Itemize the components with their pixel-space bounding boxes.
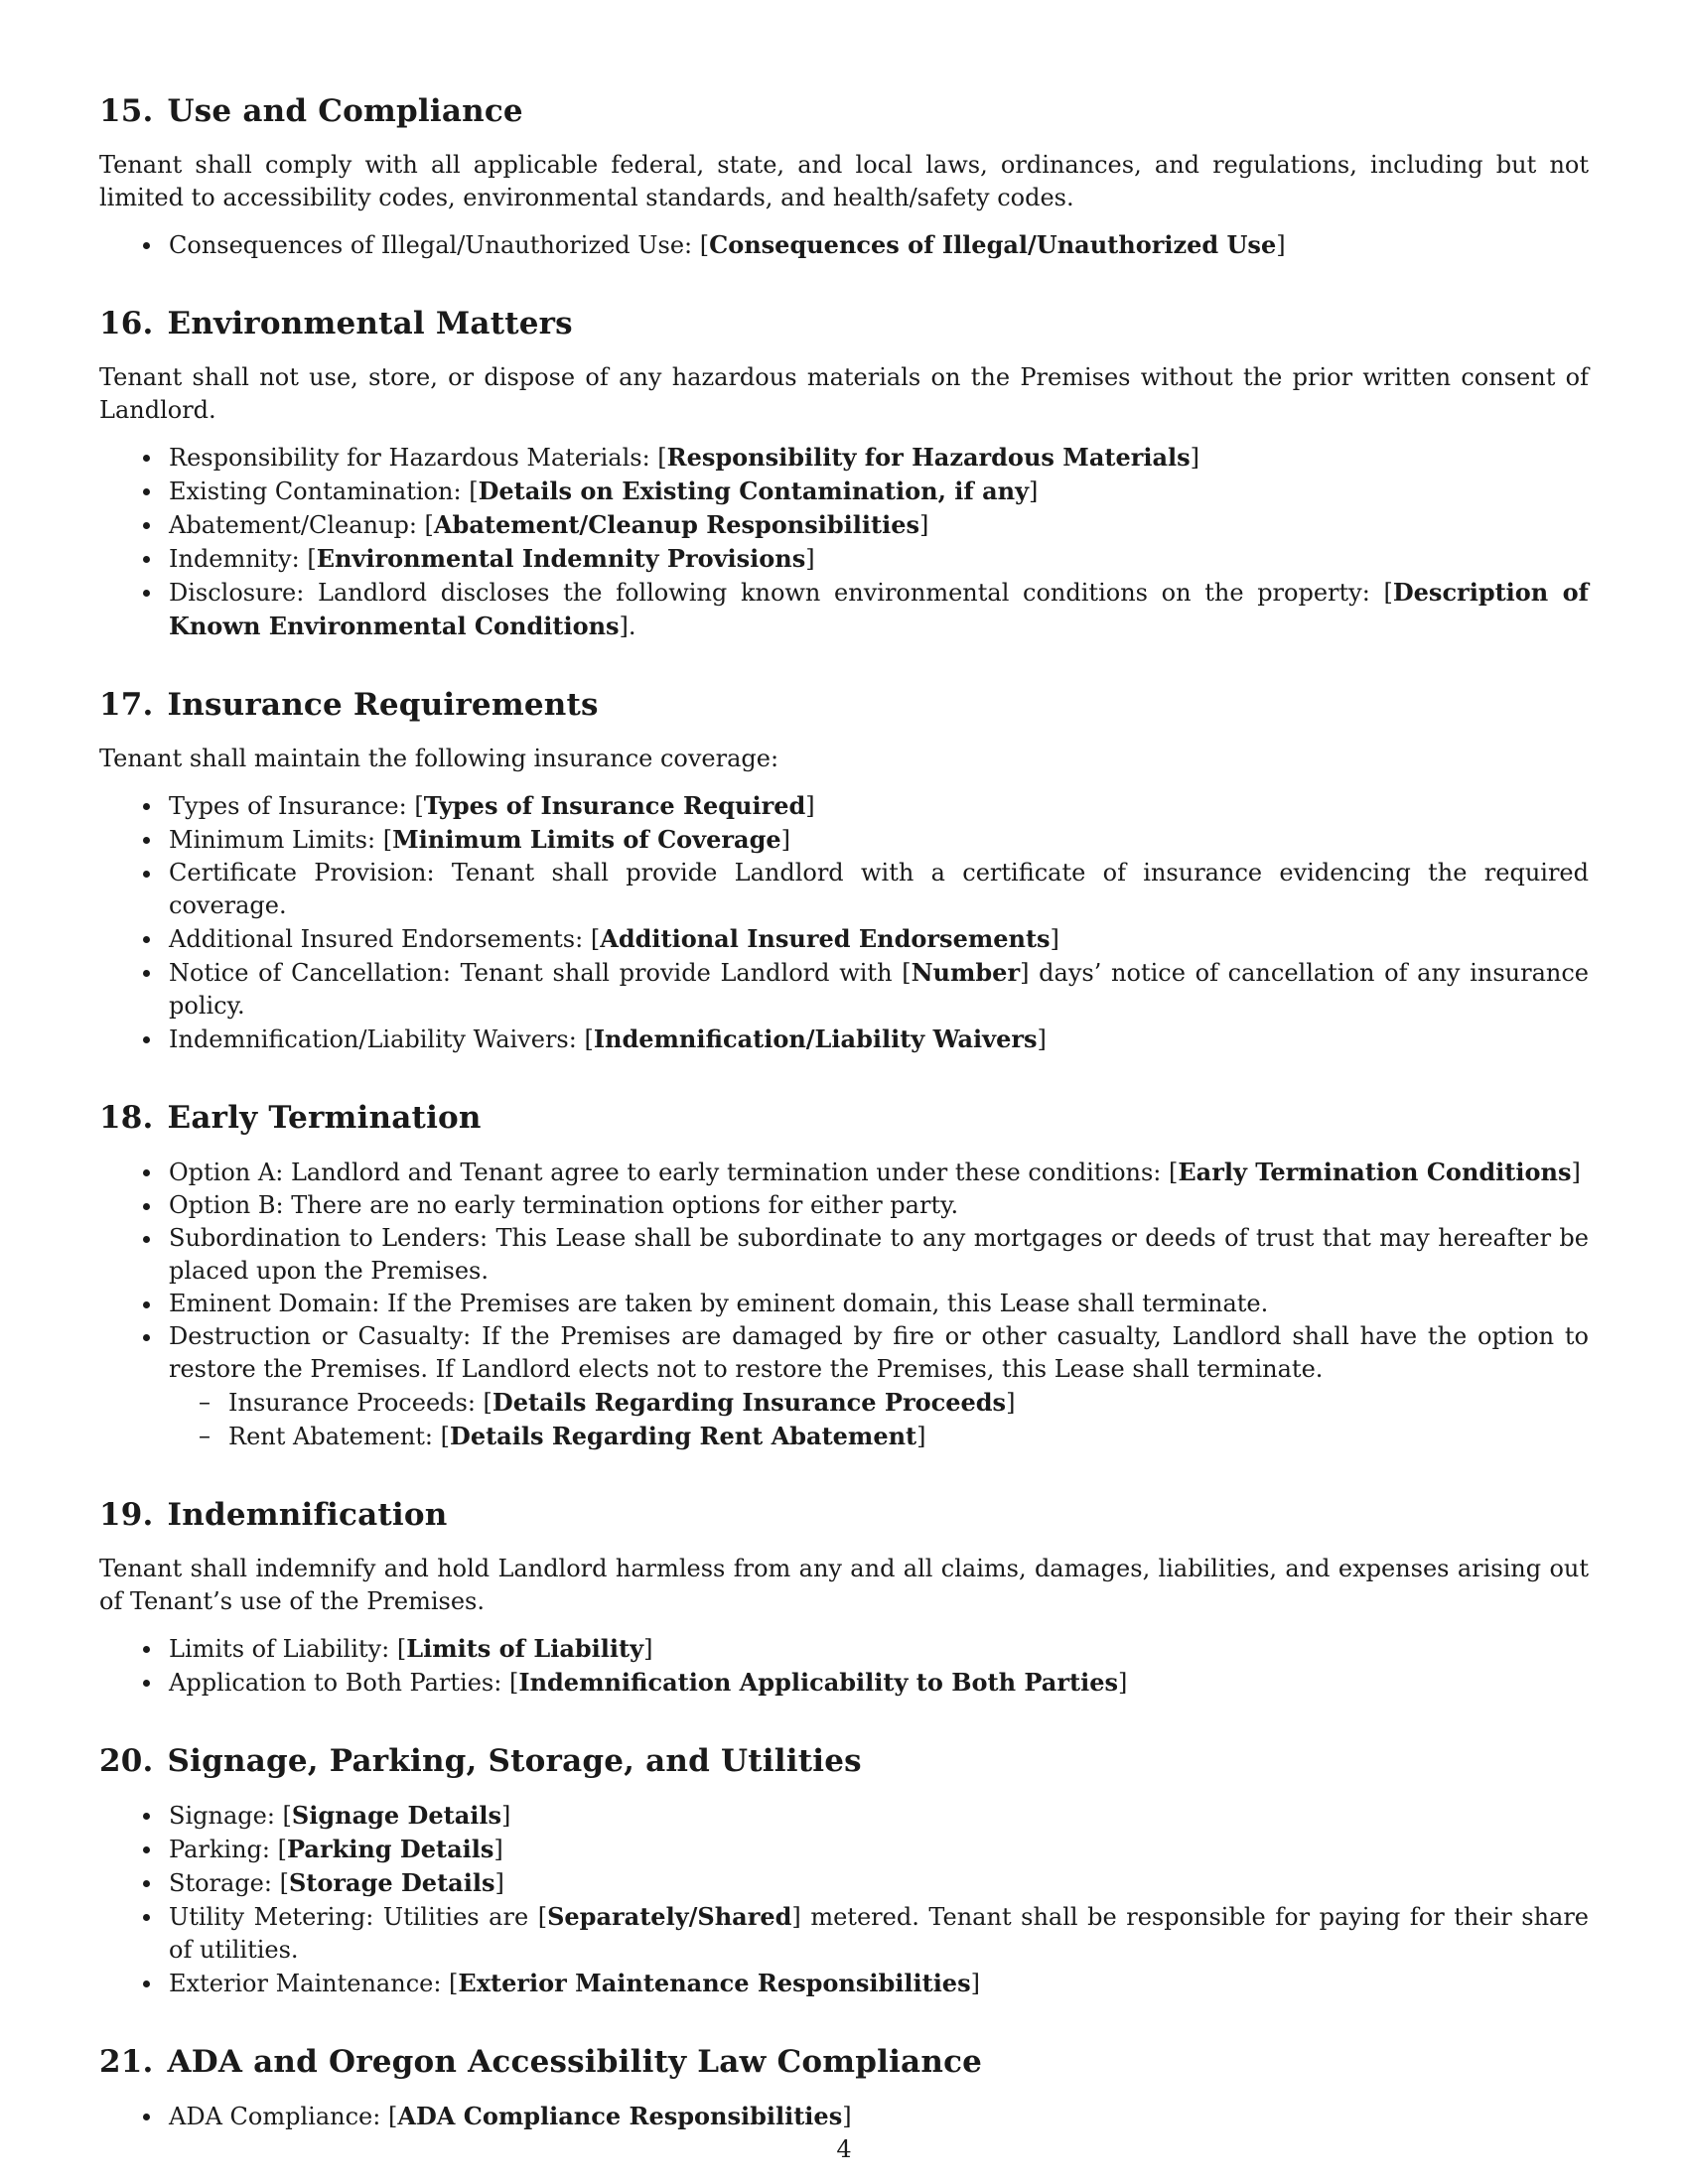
list-item: Existing Contamination: [Details on Existing Contamination, if any] (99, 475, 1589, 508)
section-heading: 21. ADA and Oregon Accessibility Law Compliance (99, 2044, 983, 2080)
placeholder-field: Signage Details (291, 1801, 502, 1830)
bullet-list (99, 228, 1589, 262)
bullet-list (99, 1632, 1589, 1700)
list-item: Indemnity: [Environmental Indemnity Provisions] (99, 542, 1589, 576)
placeholder-field: Separately/Shared (547, 1902, 792, 1931)
placeholder-field: ADA Compliance Responsibilities (397, 2102, 843, 2130)
list-item: Application to Both Parties: [Indemnification Applicability to Both Parties] (99, 1666, 1589, 1700)
section-heading: 19. Indemnification (99, 1497, 448, 1533)
list-item: Responsibility for Hazardous Materials: [Responsibility for Hazardous Materials] (99, 441, 1589, 475)
placeholder-field: Details on Existing Contamination, if any (478, 477, 1030, 505)
list-item: Additional Insured Endorsements: [Additional Insured Endorsements] (99, 922, 1589, 956)
section-16 (99, 304, 1589, 643)
placeholder-field: Details Regarding Insurance Proceeds (492, 1388, 1007, 1417)
list-item: Subordination to Lenders: This Lease shall be subordinate to any mortgages or deeds of trust that may hereafter be placed upon the Premises. (99, 1222, 1589, 1288)
placeholder-field: Early Termination Conditions (1178, 1158, 1572, 1186)
list-item: Destruction or Casualty: If the Premises are damaged by fire or other casualty, Landlord shall have the option to restore the Premises. If Landlord elects not to restore the Premises, this Lease shall terminate. – Insurance Proceeds: [Details Regarding Insurance Proceeds] – Rent Abatement: [Details Regarding Rent Abatement] (99, 1320, 1589, 1453)
list-item: Indemnification/Liability Waivers: [Indemnification/Liability Waivers] (99, 1023, 1589, 1056)
list-item: Minimum Limits: [Minimum Limits of Coverage] (99, 823, 1589, 857)
list-item: Eminent Domain: If the Premises are taken by eminent domain, this Lease shall terminate. (99, 1288, 1589, 1320)
placeholder-field: Indemnification/Liability Waivers (593, 1024, 1038, 1053)
bullet-list (99, 1156, 1589, 1453)
section-paragraph: Tenant shall comply with all applicable federal, state, and local laws, ordinances, and regulations, including but not limited to accessibility codes, environmental standards, and health/safety codes. (99, 151, 1589, 211)
bullet-list (99, 441, 1589, 643)
section-heading: 20. Signage, Parking, Storage, and Utilities (99, 1743, 862, 1779)
placeholder-field: Details Regarding Rent Abatement (450, 1422, 917, 1450)
placeholder-field: Additional Insured Endorsements (600, 924, 1051, 953)
section-heading: 16. Environmental Matters (99, 306, 573, 341)
section-20 (99, 1741, 1589, 2000)
placeholder-field: Types of Insurance Required (423, 791, 806, 820)
list-item: Option B: There are no early termination options for either party. (99, 1189, 1589, 1222)
section-heading: 17. Insurance Requirements (99, 687, 599, 723)
list-item: Certificate Provision: Tenant shall provide Landlord with a certificate of insurance evidencing the required coverage. (99, 857, 1589, 922)
placeholder-field: Responsibility for Hazardous Materials (666, 443, 1191, 472)
section-heading: 18. Early Termination (99, 1100, 482, 1136)
section-18 (99, 1098, 1589, 1453)
document-page (99, 91, 1589, 2175)
placeholder-field: Limits of Liability (406, 1634, 644, 1663)
list-item: Disclosure: Landlord discloses the following known environmental conditions on the property: [Description of Known Environmental Conditions]. (99, 576, 1589, 643)
placeholder-field: Parking Details (286, 1835, 494, 1863)
sub-list-item: – Rent Abatement: [Details Regarding Rent Abatement] (169, 1420, 1589, 1453)
list-item: ADA Compliance: [ADA Compliance Responsibilities] (99, 2100, 1589, 2133)
list-item: Consequences of Illegal/Unauthorized Use: [Consequences of Illegal/Unauthorized Use] (99, 228, 1589, 262)
bullet-list (99, 1799, 1589, 2000)
placeholder-field: Environmental Indemnity Provisions (316, 544, 806, 573)
placeholder-field: Exterior Maintenance Responsibilities (458, 1969, 971, 1997)
section-paragraph: Tenant shall indemnify and hold Landlord harmless from any and all claims, damages, liabilities, and expenses arising out of Tenant’s use of the Premises. (99, 1555, 1589, 1615)
list-item: Types of Insurance: [Types of Insurance Required] (99, 789, 1589, 823)
page-number: 4 (836, 2135, 852, 2163)
list-item: Abatement/Cleanup: [Abatement/Cleanup Responsibilities] (99, 508, 1589, 542)
placeholder-field: Storage Details (288, 1868, 495, 1897)
placeholder-field: Indemnification Applicability to Both Parties (518, 1668, 1118, 1697)
list-item: Utility Metering: Utilities are [Separately/Shared] metered. Tenant shall be responsible for paying for their share of utilities. (99, 1900, 1589, 1967)
list-item: Limits of Liability: [Limits of Liability] (99, 1632, 1589, 1666)
section-paragraph: Tenant shall maintain the following insurance coverage: (99, 745, 779, 772)
placeholder-field: Consequences of Illegal/Unauthorized Use (709, 230, 1277, 259)
list-item: Option A: Landlord and Tenant agree to early termination under these conditions: [Early Termination Conditions] (99, 1156, 1589, 1189)
list-item: Exterior Maintenance: [Exterior Maintenance Responsibilities] (99, 1967, 1589, 2000)
section-19 (99, 1495, 1589, 1700)
placeholder-field: Number (911, 958, 1021, 987)
placeholder-field: Minimum Limits of Coverage (392, 825, 781, 854)
list-item: Storage: [Storage Details] (99, 1866, 1589, 1900)
bullet-list (99, 789, 1589, 1056)
section-paragraph: Tenant shall not use, store, or dispose of any hazardous materials on the Premises without the prior written consent of Landlord. (99, 363, 1589, 424)
placeholder-field: Description of Known Environmental Conditions (169, 578, 1589, 640)
list-item: Notice of Cancellation: Tenant shall provide Landlord with [Number] days’ notice of cancellation of any insurance policy. (99, 956, 1589, 1023)
sub-list (169, 1386, 1589, 1453)
placeholder-field: Abatement/Cleanup Responsibilities (433, 510, 919, 539)
section-17 (99, 685, 1589, 1056)
section-21 (99, 2042, 1589, 2133)
sub-list-item: – Insurance Proceeds: [Details Regarding Insurance Proceeds] (169, 1386, 1589, 1420)
list-item: Parking: [Parking Details] (99, 1833, 1589, 1866)
section-15 (99, 91, 1589, 262)
section-heading: 15. Use and Compliance (99, 93, 523, 129)
bullet-list (99, 2100, 1589, 2133)
list-item: Signage: [Signage Details] (99, 1799, 1589, 1833)
